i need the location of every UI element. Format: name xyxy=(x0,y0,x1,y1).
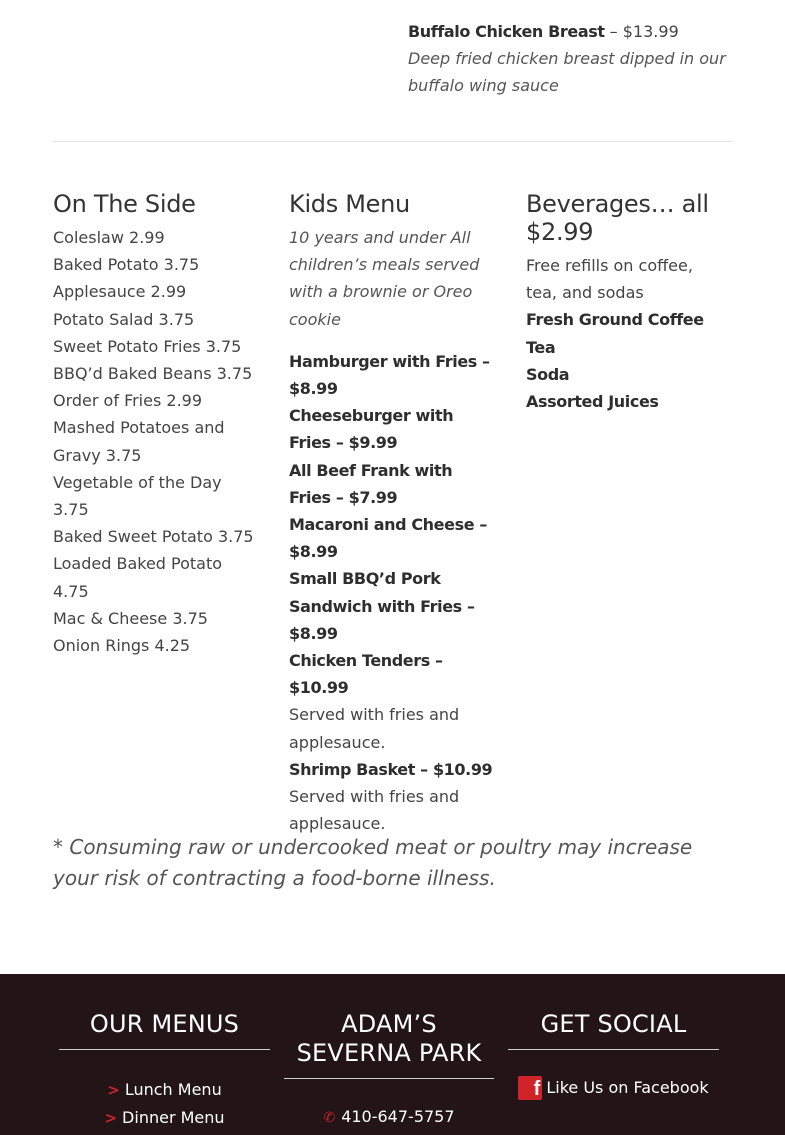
phone-number: 410-647-5757 xyxy=(341,1107,455,1126)
side-list xyxy=(53,224,258,659)
list-item: Mashed Potatoes and Gravy 3.75 xyxy=(53,418,225,465)
list-item: Potato Salad 3.75 xyxy=(53,309,195,329)
list-item: Coleslaw 2.99 xyxy=(53,228,165,247)
list-item: Order of Fries 2.99 xyxy=(53,391,203,411)
menu-item-name: Buffalo Chicken Breast xyxy=(408,22,605,41)
footer-heading: GET SOCIAL xyxy=(540,1010,687,1038)
section-title: Beverages… all $2.99 xyxy=(526,190,709,246)
list-item: Vegetable of the Day 3.75 xyxy=(53,472,222,520)
kids-menu-item: Macaroni and Cheese – $8.99 xyxy=(289,515,487,562)
kids-menu-note: 10 years and under All children’s meals served with a brownie or Oreo cookie xyxy=(289,228,480,329)
list-item: Applesauce 2.99 xyxy=(53,282,187,302)
kids-menu-item: All Beef Frank with Fries – $7.99 xyxy=(289,460,453,507)
link-label: Lunch Menu xyxy=(124,1080,222,1099)
dinner-menu-link[interactable] xyxy=(59,1104,270,1132)
kids-menu-item-note: Served with fries and applesauce. xyxy=(289,787,460,834)
list-item: BBQ’d Baked Beans 3.75 xyxy=(53,364,253,384)
section-divider xyxy=(53,141,733,142)
footer-heading: OUR MENUS xyxy=(89,1010,240,1038)
beverage-item: Tea xyxy=(526,337,556,357)
kids-menu-item: Small BBQ’d Pork Sandwich with Fries – $8.99 xyxy=(289,569,475,643)
footer-heading-rule xyxy=(284,1078,494,1079)
food-safety-disclaimer: * Consuming raw or undercooked meat or poultry may increase your risk of contracting a food-borne illness. xyxy=(53,835,693,890)
footer-heading: ADAM’S SEVERNA PARK xyxy=(296,1010,482,1067)
list-item: Onion Rings 4.25 xyxy=(53,636,191,656)
kids-menu-item-note: Served with fries and applesauce. xyxy=(289,705,460,752)
kids-menu-section xyxy=(289,190,499,837)
footer-menus-column xyxy=(59,1010,270,1132)
footer-heading-rule xyxy=(59,1049,270,1050)
list-item: Mac & Cheese 3.75 xyxy=(53,608,208,628)
kids-menu-item: Shrimp Basket – $10.99 xyxy=(289,759,493,779)
beverage-item: Soda xyxy=(526,364,570,384)
list-item: Loaded Baked Potato 4.75 xyxy=(53,554,223,601)
list-item: Baked Potato 3.75 xyxy=(53,255,200,275)
footer-social-column xyxy=(508,1010,719,1102)
phone-link[interactable] xyxy=(284,1103,494,1132)
menu-item-description: Deep fried chicken breast dipped in our buffalo wing sauce xyxy=(408,49,726,95)
menu-item-price: – $13.99 xyxy=(604,22,679,41)
chevron-right-icon: > xyxy=(104,1109,118,1127)
on-the-side-section xyxy=(53,190,258,659)
beverage-item: Fresh Ground Coffee xyxy=(526,310,704,330)
phone-icon: ✆ xyxy=(323,1110,336,1126)
kids-menu-item: Cheeseburger with Fries – $9.99 xyxy=(289,406,454,453)
beverages-note: Free refills on coffee, tea, and sodas xyxy=(526,256,693,303)
lunch-menu-link[interactable] xyxy=(59,1076,270,1104)
list-item: Sweet Potato Fries 3.75 xyxy=(53,336,242,356)
footer-heading-rule xyxy=(508,1049,719,1050)
list-item: Baked Sweet Potato 3.75 xyxy=(53,527,254,547)
footer-location-column xyxy=(284,1010,494,1132)
facebook-icon: f xyxy=(518,1076,542,1100)
kids-menu-item: Chicken Tenders – $10.99 xyxy=(289,651,443,698)
beverages-section xyxy=(526,190,726,415)
chevron-right-icon: > xyxy=(107,1081,120,1099)
section-title: On The Side xyxy=(53,190,196,218)
section-title: Kids Menu xyxy=(289,190,410,218)
menu-item-buffalo-chicken-breast xyxy=(408,18,738,99)
link-label: Like Us on Facebook xyxy=(546,1078,709,1097)
beverage-item: Assorted Juices xyxy=(526,392,659,412)
kids-menu-item: Hamburger with Fries – $8.99 xyxy=(289,351,490,399)
link-label: Dinner Menu xyxy=(122,1108,225,1127)
facebook-link[interactable] xyxy=(508,1074,719,1102)
